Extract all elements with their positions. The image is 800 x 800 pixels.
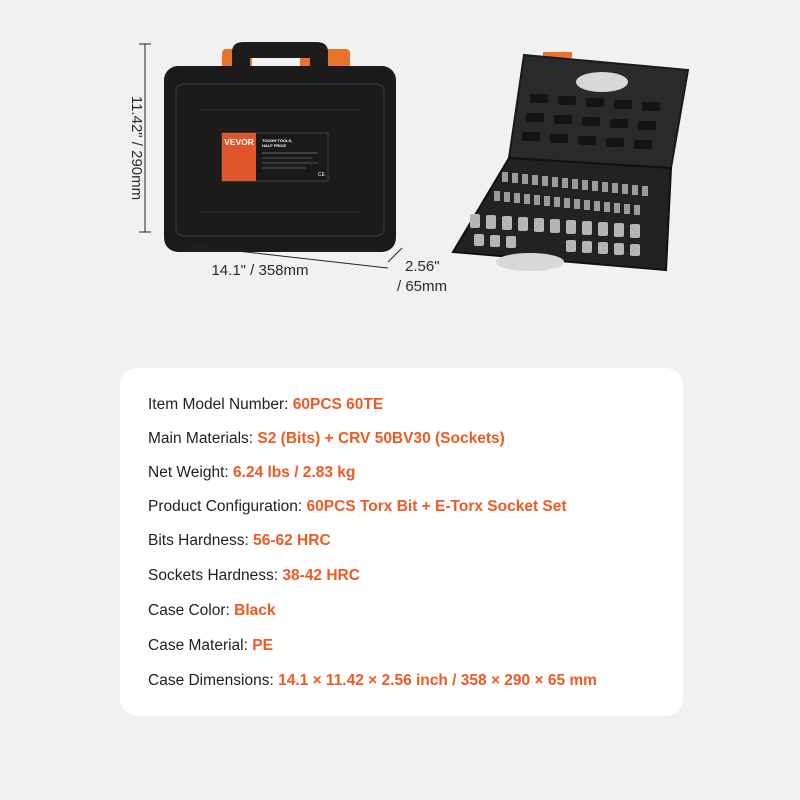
spec-label: Net Weight: xyxy=(148,464,229,481)
case-handle xyxy=(232,42,328,70)
closed-case xyxy=(164,42,396,252)
spec-label: Product Configuration: xyxy=(148,498,303,515)
spec-value: S2 (Bits) + CRV 50BV30 (Sockets) xyxy=(257,430,505,447)
spec-value: PE xyxy=(252,637,273,654)
spec-value: 60PCS 60TE xyxy=(292,396,384,413)
lid-handle-cutout xyxy=(576,72,628,92)
spec-value: Black xyxy=(234,602,276,619)
spec-row-sockets-hardness xyxy=(148,564,360,588)
depth-dimension xyxy=(388,248,447,295)
spec-row-model-number xyxy=(148,393,383,417)
spec-row-case-material xyxy=(148,634,273,658)
height-label: 11.42" / 290mm xyxy=(128,95,145,201)
spec-label: Sockets Hardness: xyxy=(148,567,279,584)
open-case xyxy=(453,52,688,271)
spec-row-case-color xyxy=(148,599,276,623)
spec-value: 60PCS Torx Bit + E-Torx Socket Set xyxy=(306,498,567,515)
tray-handle-cutout xyxy=(496,253,564,271)
spec-label: Case Dimensions: xyxy=(148,672,274,689)
depth-label-line1: 2.56" xyxy=(405,258,440,275)
label-tagline-line1: TOUGH TOOLS, xyxy=(262,138,293,143)
specifications-card xyxy=(120,368,683,716)
case-label xyxy=(222,133,328,181)
spec-label: Item Model Number: xyxy=(148,396,289,413)
ce-mark: CE xyxy=(318,172,325,178)
width-label: 14.1" / 358mm xyxy=(211,262,309,279)
spec-row-product-configuration xyxy=(148,495,567,519)
height-dimension xyxy=(128,44,151,232)
spec-label: Bits Hardness: xyxy=(148,532,249,549)
spec-row-net-weight xyxy=(148,461,355,485)
depth-label-line2: / 65mm xyxy=(397,278,448,295)
label-tagline-line2: HALF PRICE xyxy=(262,143,286,148)
spec-label: Case Material: xyxy=(148,637,248,654)
product-hero xyxy=(0,0,800,350)
open-case-lid xyxy=(509,55,688,168)
spec-value: 38-42 HRC xyxy=(282,567,360,584)
spec-value: 6.24 lbs / 2.83 kg xyxy=(233,464,356,481)
product-illustration xyxy=(0,0,800,350)
brand-logo: VEVOR xyxy=(224,137,254,147)
spec-row-bits-hardness xyxy=(148,529,331,553)
spec-row-main-materials xyxy=(148,427,505,451)
spec-label: Main Materials: xyxy=(148,430,254,447)
spec-value: 56-62 HRC xyxy=(253,532,331,549)
spec-label: Case Color: xyxy=(148,602,230,619)
spec-value: 14.1 × 11.42 × 2.56 inch / 358 × 290 × 65 mm xyxy=(278,672,597,689)
spec-row-case-dimensions xyxy=(148,669,597,693)
